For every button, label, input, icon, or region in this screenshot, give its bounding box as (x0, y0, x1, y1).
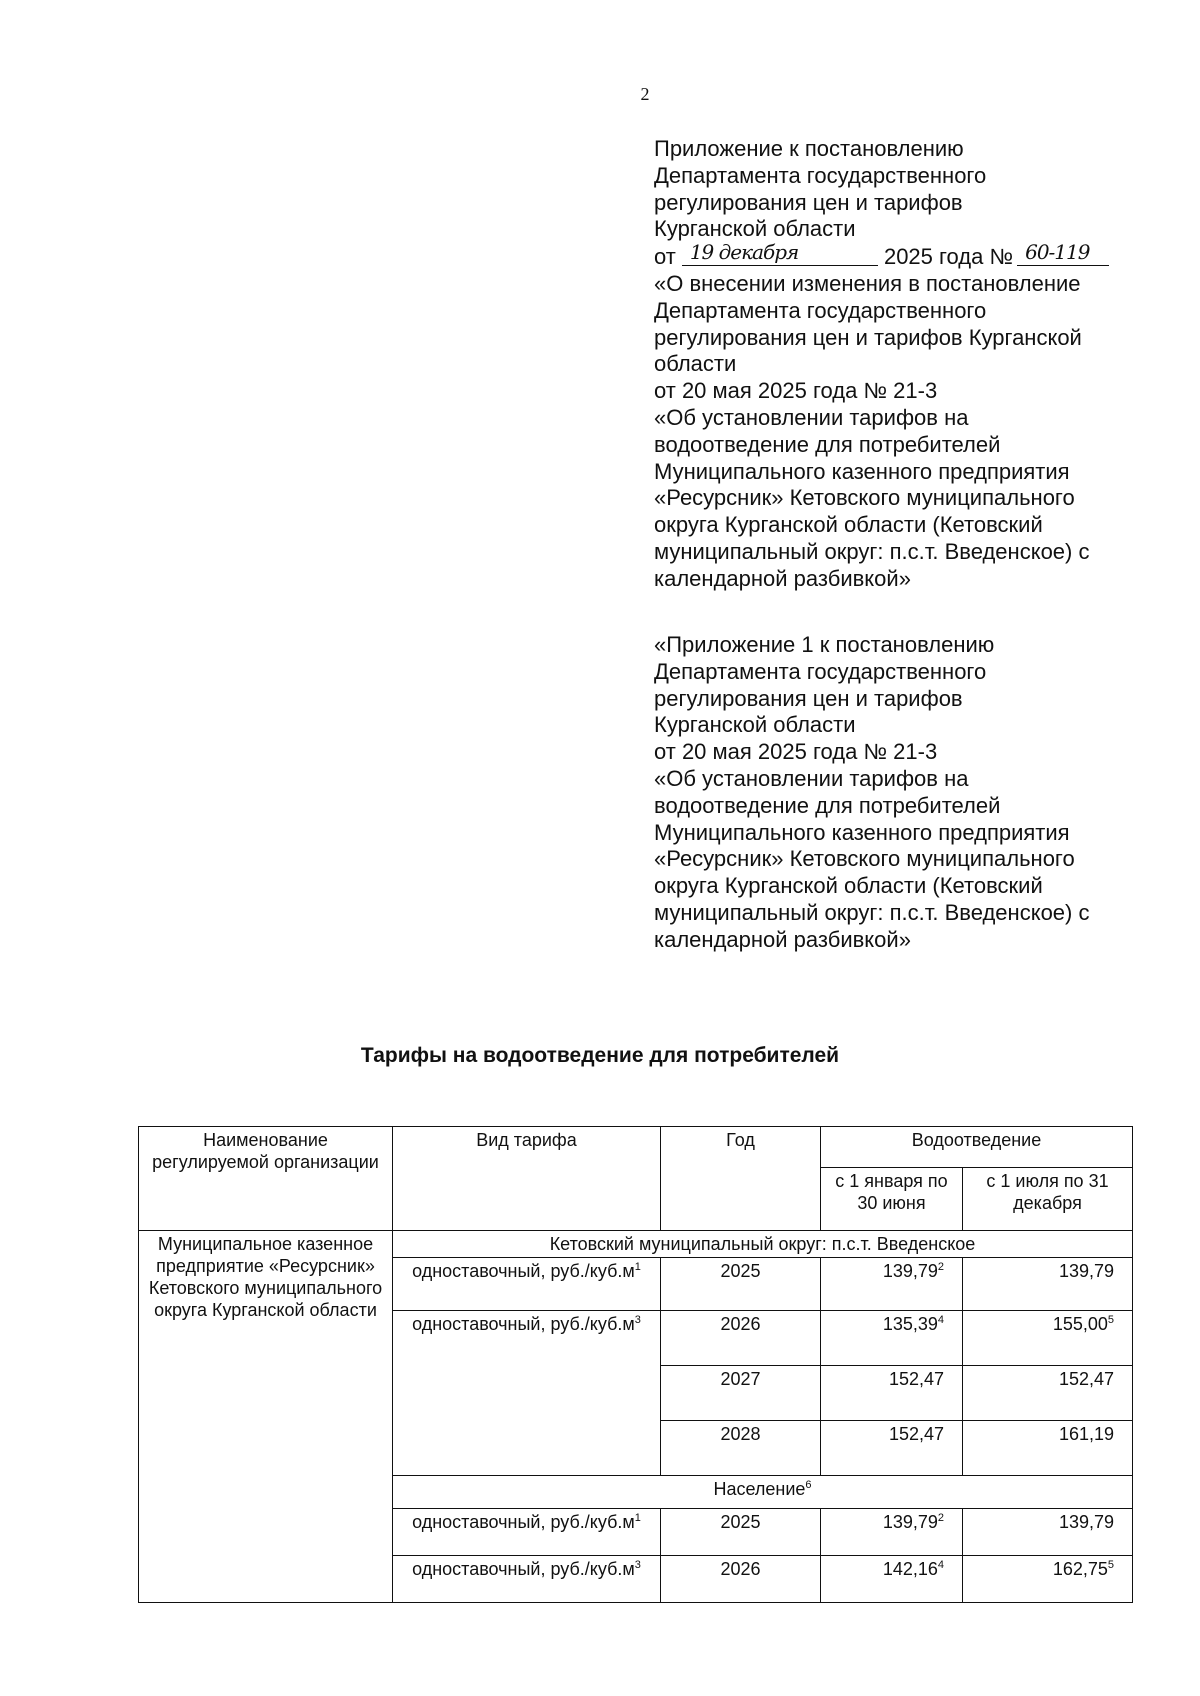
date-field (682, 240, 878, 266)
value: 162,75 (1052, 1559, 1108, 1579)
date-prefix: от (654, 244, 676, 270)
value: 139,79 (882, 1512, 938, 1532)
value-cell (963, 1366, 1133, 1421)
value: 139,79 (1058, 1512, 1114, 1532)
footnote-mark: 5 (1107, 1559, 1114, 1571)
handwritten-date: 19 декабря (689, 240, 799, 265)
value-cell (963, 1311, 1133, 1366)
section-title: Кетовский муниципальный округ: п.с.т. Введенское (393, 1231, 1133, 1258)
footnote-mark: 5 (1107, 1314, 1114, 1326)
appendix-line: от 20 мая 2025 года № 21-3 (654, 739, 938, 765)
header-line: «Ресурсник» Кетовского муниципального (654, 485, 1075, 511)
header-line: от 20 мая 2025 года № 21-3 (654, 378, 938, 404)
footnote-mark: 3 (634, 1314, 641, 1326)
value: 135,39 (882, 1314, 938, 1334)
tariff-table (138, 1126, 1133, 1603)
header-line: «О внесении изменения в постановление (654, 270, 1081, 296)
value: 139,79 (1058, 1261, 1114, 1281)
header-line: регулирования цен и тарифов (654, 189, 963, 215)
section-title (393, 1476, 1133, 1509)
value-cell (821, 1556, 963, 1603)
header-period-1: с 1 января по 30 июня (821, 1168, 963, 1231)
value: 139,79 (882, 1261, 938, 1281)
value-cell (821, 1509, 963, 1556)
value: 155,00 (1052, 1314, 1108, 1334)
tariff-type-cell (393, 1311, 661, 1476)
year-cell: 2025 (661, 1509, 821, 1556)
header-line: водоотведение для потребителей (654, 431, 1001, 457)
value-cell (821, 1366, 963, 1421)
tariff-type-cell (393, 1258, 661, 1311)
section-label: Население (713, 1479, 806, 1499)
value-cell (963, 1509, 1133, 1556)
handwritten-number: 60-119 (1025, 240, 1090, 265)
tariff-label: одноставочный, руб./куб.м (412, 1512, 635, 1532)
footnote-mark: 6 (805, 1479, 812, 1491)
value: 152,47 (888, 1369, 944, 1389)
section-row (139, 1231, 1133, 1258)
value-cell (963, 1556, 1133, 1603)
header-line: Курганской области (654, 216, 856, 242)
appendix-line: «Об установлении тарифов на (654, 765, 969, 791)
value: 152,47 (1058, 1369, 1114, 1389)
header-line: Приложение к постановлению (654, 136, 964, 161)
tariff-type-cell (393, 1509, 661, 1556)
header-organization: Наименование регулируемой организации (139, 1127, 393, 1231)
footnote-mark: 2 (937, 1512, 944, 1524)
tariff-label: одноставочный, руб./куб.м (412, 1314, 635, 1334)
footnote-mark: 1 (634, 1261, 641, 1273)
header-line: области (654, 351, 737, 377)
value: 152,47 (888, 1424, 944, 1444)
value: 161,19 (1058, 1424, 1114, 1444)
footnote-mark: 3 (634, 1559, 641, 1571)
table-header-row (139, 1127, 1133, 1168)
date-line (654, 240, 1154, 271)
footnote-mark: 4 (937, 1314, 944, 1326)
value-cell (821, 1421, 963, 1476)
appendix-1-header (654, 632, 1154, 954)
appendix-line: муниципальный округ: п.с.т. Введенское) с (654, 899, 1090, 925)
header-line: Департамента государственного (654, 297, 987, 323)
value-cell (821, 1311, 963, 1366)
year-cell: 2028 (661, 1421, 821, 1476)
header-line: календарной разбивкой» (654, 565, 911, 591)
appendix-line: водоотведение для потребителей (654, 792, 1001, 818)
footnote-mark: 4 (937, 1559, 944, 1571)
footnote-mark: 2 (937, 1261, 944, 1273)
header-line: округа Курганской области (Кетовский (654, 512, 1043, 538)
appendix-line: календарной разбивкой» (654, 926, 911, 952)
year-text: 2025 года № (883, 244, 1014, 270)
year-cell: 2025 (661, 1258, 821, 1311)
tariff-type-cell (393, 1556, 661, 1603)
appendix-line: «Приложение 1 к постановлению (654, 632, 995, 657)
appendix-line: Курганской области (654, 712, 856, 738)
appendix-line: «Ресурсник» Кетовского муниципального (654, 846, 1075, 872)
year-cell: 2026 (661, 1311, 821, 1366)
year-cell: 2026 (661, 1556, 821, 1603)
tariff-label: одноставочный, руб./куб.м (412, 1559, 635, 1579)
tariff-label: одноставочный, руб./куб.м (412, 1261, 635, 1281)
header-line: «Об установлении тарифов на (654, 404, 969, 430)
value: 142,16 (882, 1559, 938, 1579)
header-year: Год (661, 1127, 821, 1231)
number-field (1017, 240, 1109, 266)
organization-cell: Муниципальное казенное предприятие «Ресурсник» Кетовского муниципального округа Курганской области (139, 1231, 393, 1603)
header-period-2: с 1 июля по 31 декабря (963, 1168, 1133, 1231)
value-cell (963, 1258, 1133, 1311)
header-line: муниципальный округ: п.с.т. Введенское) с (654, 538, 1090, 564)
value-cell (821, 1258, 963, 1311)
header-line: регулирования цен и тарифов Курганской (654, 324, 1082, 350)
header-tariff-type: Вид тарифа (393, 1127, 661, 1231)
appendix-line: регулирования цен и тарифов (654, 685, 963, 711)
header-line: Департамента государственного (654, 162, 987, 188)
appendix-header (654, 136, 1154, 593)
year-cell: 2027 (661, 1366, 821, 1421)
appendix-line: Муниципального казенного предприятия (654, 819, 1070, 845)
value-cell (963, 1421, 1133, 1476)
document-title: Тарифы на водоотведение для потребителей (360, 1044, 840, 1067)
page-number: 2 (640, 84, 650, 104)
header-service: Водоотведение (821, 1127, 1133, 1168)
appendix-line: округа Курганской области (Кетовский (654, 873, 1043, 899)
appendix-line: Департамента государственного (654, 658, 987, 684)
header-line: Муниципального казенного предприятия (654, 458, 1070, 484)
footnote-mark: 1 (634, 1512, 641, 1524)
